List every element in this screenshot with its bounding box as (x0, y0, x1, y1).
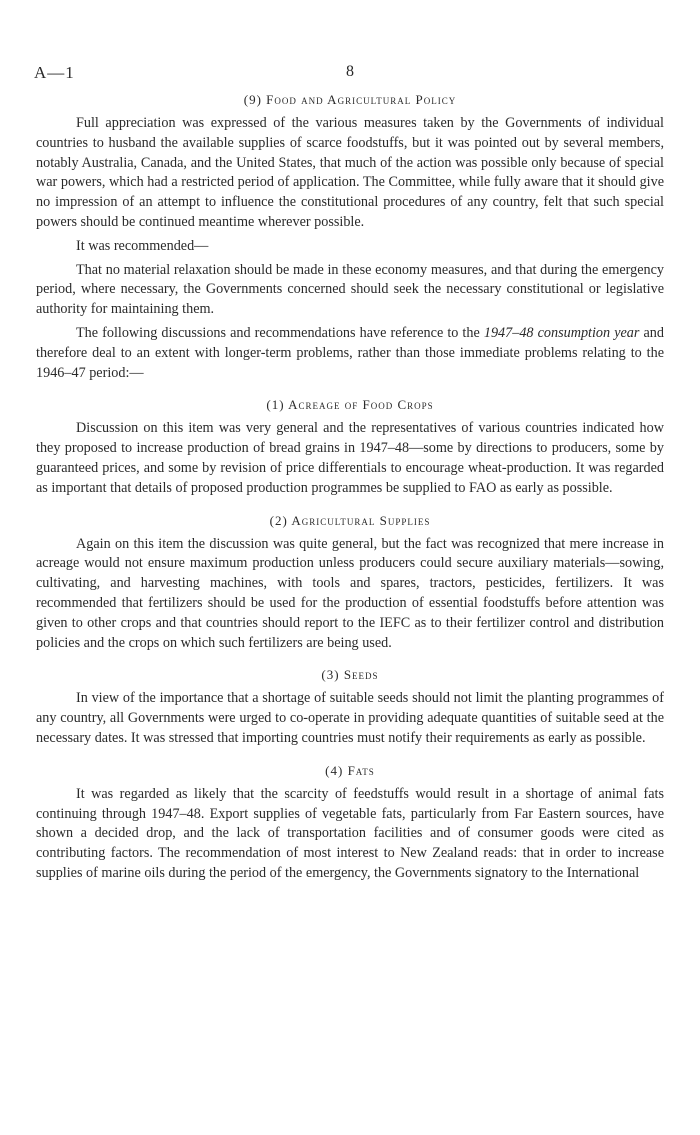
paragraph: In view of the importance that a shortage of suitable seeds should not limit the planting programmes of any country, all Governments were urged to co-operate in providing adequate quantities of suitable seed at the necessary dates. It was stressed that importing countries must notify their requirements as early as possible. (36, 690, 664, 746)
section-heading-supplies: (2) Agricultural Supplies (269, 512, 431, 528)
section-heading-seeds: (3) Seeds (321, 667, 379, 683)
paragraph: It was recommended— (76, 237, 209, 254)
italic-text: 1947–48 consumption year (483, 324, 640, 341)
document-code: A—1 (34, 63, 75, 82)
paragraph (36, 324, 664, 383)
paragraph: Full appreciation was expressed of the various measures taken by the Governments of individual countries to husband the available supplies of scarce foodstuffs, but it was pointed out by several members, notably Australia, Canada, and the United States, that much of the action was possible only because of special war powers, which had a restricted period of application. The Committee, while fully aware that it should give no impression of an attempt to influence the constitutional procedures of any country, felt that such special powers should be continued meantime wherever possible. (36, 115, 664, 230)
text-run: and therefore deal to an extent with longer-term problems, rather than those immediate problems relating to the 1946–47 period:— (36, 324, 664, 381)
paragraph: Discussion on this item was very general and the representatives of various countries indicated how they proposed to increase production of bread grains in 1947–48—some by directions to producers, some by guaranteed prices, and some by revision of price differentials to encourage wheat-production. It was regarded as important that details of proposed production programmes be supplied to FAO as early as possible. (36, 420, 664, 496)
text-run: The following discussions and recommendations have reference to the (76, 324, 484, 341)
page-body (36, 90, 664, 884)
section-heading-food-policy: (9) Food and Agricultural Policy (243, 92, 457, 107)
paragraph: That no material relaxation should be made in these economy measures, and that during the emergency period, where necessary, the Governments concerned should seek the necessary constitutional or legislative authority for maintaining them. (36, 261, 664, 318)
paragraph: Again on this item the discussion was quite general, but the fact was recognized that mere increase in acreage would not ensure maximum production unless producers could secure auxiliary materials—sowing, cultivating, and harvesting machines, with tools and spares, tractors, pesticides, fertilizers. It was recommended that fertilizers should be used for the production of essential foodstuffs before attention was given to other crops and that countries should report to the IEFC as to their fertilizer control and distribution policies and the crops on which such fertilizers are being used. (36, 535, 664, 651)
section-heading-fats: (4) Fats (325, 762, 375, 778)
paragraph: It was regarded as likely that the scarcity of feedstuffs would result in a shortage of animal fats continuing through 1947–48. Export supplies of vegetable fats, particularly from Far Eastern sources, have shown a decided drop, and the lack of transportation facilities and of consumer goods were cited as contributing factors. The recommendation of most interest to New Zealand reads: that in order to increase supplies of marine oils during the period of the emergency, the Governments signatory to the International (36, 785, 664, 881)
section-heading-acreage: (1) Acreage of Food Crops (266, 397, 434, 413)
page-number: 8 (346, 63, 354, 80)
